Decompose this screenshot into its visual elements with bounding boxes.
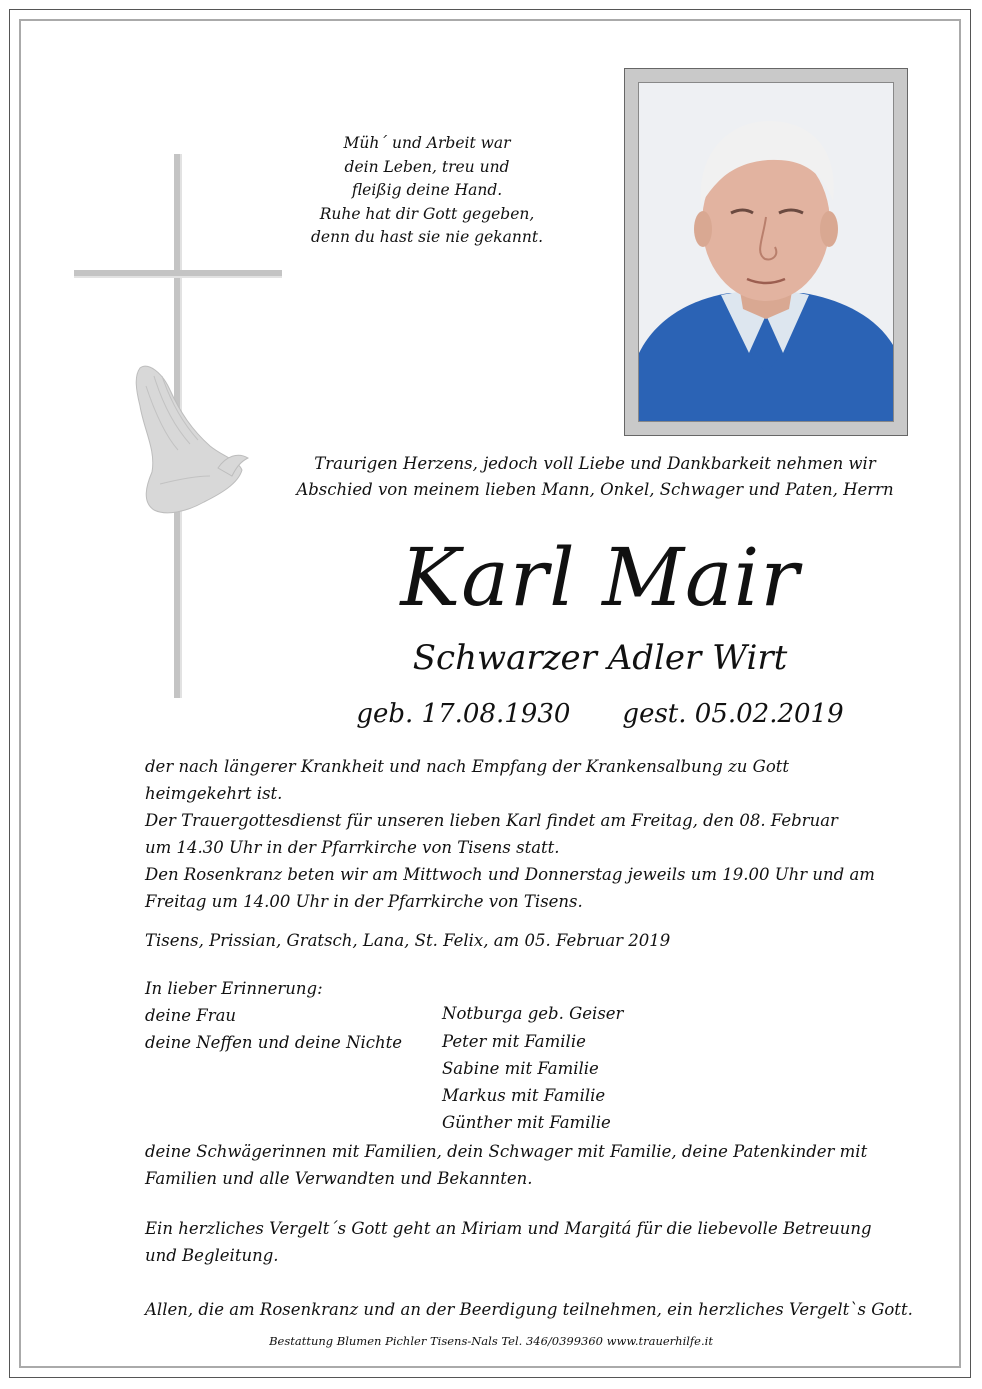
other-relatives — [145, 1138, 945, 1192]
thanks-text — [145, 1215, 945, 1269]
life-dates — [300, 696, 900, 732]
relative-name: Sabine mit Familie — [442, 1059, 599, 1078]
thanks-line: und Begleitung. — [145, 1246, 279, 1265]
portrait-frame — [624, 68, 908, 436]
deceased-name: Karl Mair — [400, 531, 800, 624]
final-thanks — [145, 1296, 945, 1323]
intro-line: Traurigen Herzens, jedoch voll Liebe und Dankbarkeit nehmen wir — [314, 454, 876, 473]
memory-heading: In lieber Erinnerung: — [145, 979, 323, 998]
relative-name: Notburga geb. Geiser — [442, 1004, 624, 1023]
relative-name: Peter mit Familie — [442, 1032, 586, 1051]
body-line: um 14.30 Uhr in der Pfarrkirche von Tisens statt. — [145, 838, 560, 857]
poem-line: denn du hast sie nie gekannt. — [310, 228, 544, 246]
thanks-line: Ein herzliches Vergelt´s Gott geht an Miriam und Margitá für die liebevolle Betreuung — [145, 1219, 872, 1238]
death-date: gest. 05.02.2019 — [622, 699, 844, 729]
portrait-image — [639, 83, 893, 421]
place-date: Tisens, Prissian, Gratsch, Lana, St. Felix, am 05. Februar 2019 — [145, 931, 671, 950]
body-line: der nach längerer Krankheit und nach Empfang der Krankensalbung zu Gott — [145, 757, 790, 776]
relative-name: Markus mit Familie — [442, 1086, 606, 1105]
footer-credit: Bestattung Blumen Pichler Tisens-Nals Tel. 346/0399360 www.trauerhilfe.it — [269, 1334, 713, 1348]
body-line: heimgekehrt ist. — [145, 784, 283, 803]
intro-line: Abschied von meinem lieben Mann, Onkel, Schwager und Paten, Herrn — [296, 480, 894, 499]
deceased-subtitle: Schwarzer Adler Wirt — [412, 638, 788, 678]
poem-line: Ruhe hat dir Gott gegeben, — [319, 204, 535, 223]
relation-label: deine Neffen und deine Nichte — [145, 1033, 403, 1052]
birth-date: geb. 17.08.1930 — [356, 699, 571, 729]
relation-label: deine Frau — [145, 1006, 237, 1025]
other-line: deine Schwägerinnen mit Familien, dein Schwager mit Familie, deine Patenkinder mit — [145, 1142, 868, 1161]
cross-praying-hands-icon — [70, 150, 290, 710]
intro-text — [270, 451, 920, 503]
portrait-photo — [638, 82, 894, 422]
poem — [272, 132, 582, 250]
final-line: Allen, die am Rosenkranz und an der Beerdigung teilnehmen, ein herzliches Vergelt`s Gott. — [145, 1300, 913, 1319]
body-line: Freitag um 14.00 Uhr in der Pfarrkirche von Tisens. — [145, 892, 583, 911]
body-line: Der Trauergottesdienst für unseren lieben Karl findet am Freitag, den 08. Februar — [145, 811, 838, 830]
relative-name: Günther mit Familie — [442, 1113, 611, 1132]
poem-line: dein Leben, treu und — [344, 157, 510, 176]
body-line: Den Rosenkranz beten wir am Mittwoch und Donnerstag jeweils um 19.00 Uhr und am — [145, 865, 875, 884]
other-line: Familien und alle Verwandten und Bekannten. — [145, 1169, 533, 1188]
poem-line: Müh´ und Arbeit war — [343, 134, 511, 152]
announcement-body — [145, 753, 945, 915]
poem-line: fleißig deine Hand. — [351, 181, 503, 199]
